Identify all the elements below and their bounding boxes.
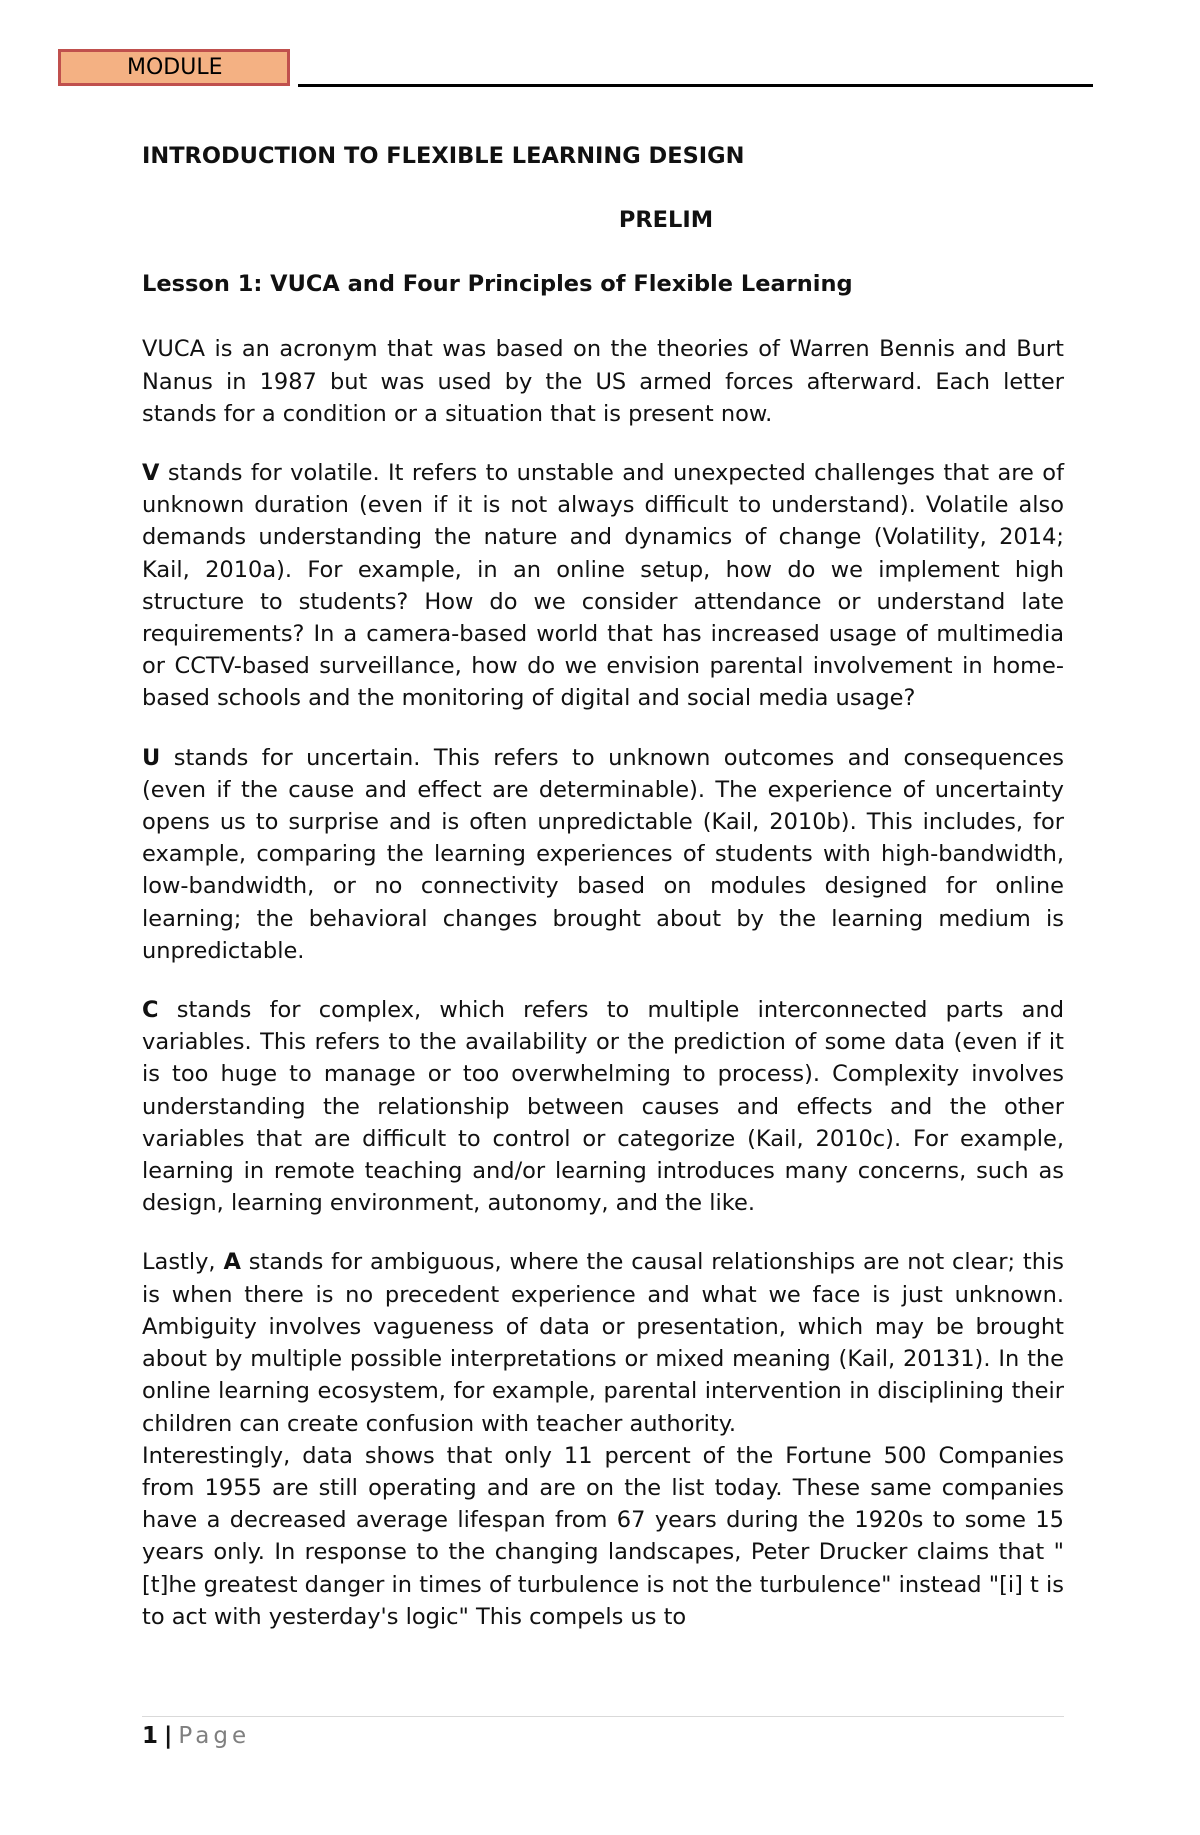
- document-title: INTRODUCTION TO FLEXIBLE LEARNING DESIGN: [142, 143, 745, 169]
- complex-paragraph: [142, 994, 1064, 1219]
- module-label-box: [58, 49, 290, 86]
- volatile-letter: V: [142, 460, 160, 487]
- document-body: [142, 140, 1064, 1633]
- volatile-paragraph: [142, 457, 1064, 715]
- intro-paragraph: VUCA is an acronym that was based on the theories of Warren Bennis and Burt Nanus in 1987 but was used by the US armed forces afterward. Each letter stands for a condition or a situation that is present now.: [142, 336, 1064, 427]
- uncertain-text: stands for uncertain. This refers to unknown outcomes and consequences (even if the cause and effect are determinable). The experience of uncertainty opens us to surprise and is often unpredictable (Kail, 2010b). This includes, for example, comparing the learning experiences of students with high-bandwidth, low-bandwidth, or no connectivity based on modules designed for online learning; the behavioral changes brought about by the learning medium is unpredictable.: [142, 744, 1064, 964]
- closing-paragraph: Interestingly, data shows that only 11 percent of the Fortune 500 Companies from 1955 are still operating and are on the list today. These same companies have a decreased average lifespan from 67 years during the 1920s to some 15 years only. In response to the changing landscapes, Peter Drucker claims that "[t]he greatest danger in times of turbulence is not the turbulence" instead "[i] t is to act with yesterday's logic" This compels us to: [142, 1442, 1064, 1630]
- volatile-text: stands for volatile. It refers to unstable and unexpected challenges that are of unknown duration (even if it is not always difficult to understand). Volatile also demands understanding the nature and dynamics of change (Volatility, 2014; Kail, 2010a). For example, in an online setup, how do we implement high structure to students? How do we consider attendance or understand late requirements? In a camera-based world that has increased usage of multimedia or CCTV-based surveillance, how do we envision parental involvement in home-based schools and the monitoring of digital and social media usage?: [142, 460, 1064, 712]
- page-number: 1: [142, 1723, 159, 1749]
- uncertain-letter: U: [142, 744, 161, 771]
- ambiguous-paragraph: [142, 1246, 1064, 1439]
- complex-letter: C: [142, 997, 159, 1024]
- page-footer: [142, 1720, 250, 1752]
- page-label: Page: [178, 1723, 251, 1749]
- footer-rule: [142, 1716, 1064, 1717]
- lesson-title: Lesson 1: VUCA and Four Principles of Flexible Learning: [142, 271, 853, 298]
- uncertain-paragraph: [142, 742, 1064, 967]
- complex-text: stands for complex, which refers to multiple interconnected parts and variables. This refers to the availability or the prediction of some data (even if it is too huge to manage or too overwhelming to process). Complexity involves understanding the relationship between causes and effects and the other variables that are difficult to control or categorize (Kail, 2010c). For example, learning in remote teaching and/or learning introduces many concerns, such as design, learning environment, autonomy, and the like.: [142, 997, 1064, 1217]
- header-rule: [298, 84, 1093, 87]
- ambiguous-prefix: Lastly,: [142, 1249, 224, 1276]
- ambiguous-letter: A: [223, 1249, 241, 1276]
- section-title: PRELIM: [618, 207, 714, 233]
- ambiguous-text: stands for ambiguous, where the causal relationships are not clear; this is when there is no precedent experience and what we face is just unknown. Ambiguity involves vagueness of data or presentation, which may be brought about by multiple possible interpretations or mixed meaning (Kail, 20131). In the online learning ecosystem, for example, parental intervention in disciplining their children can create confusion with teacher authority.: [142, 1249, 1064, 1437]
- footer-separator: |: [164, 1723, 173, 1749]
- module-label: MODULE: [127, 55, 223, 80]
